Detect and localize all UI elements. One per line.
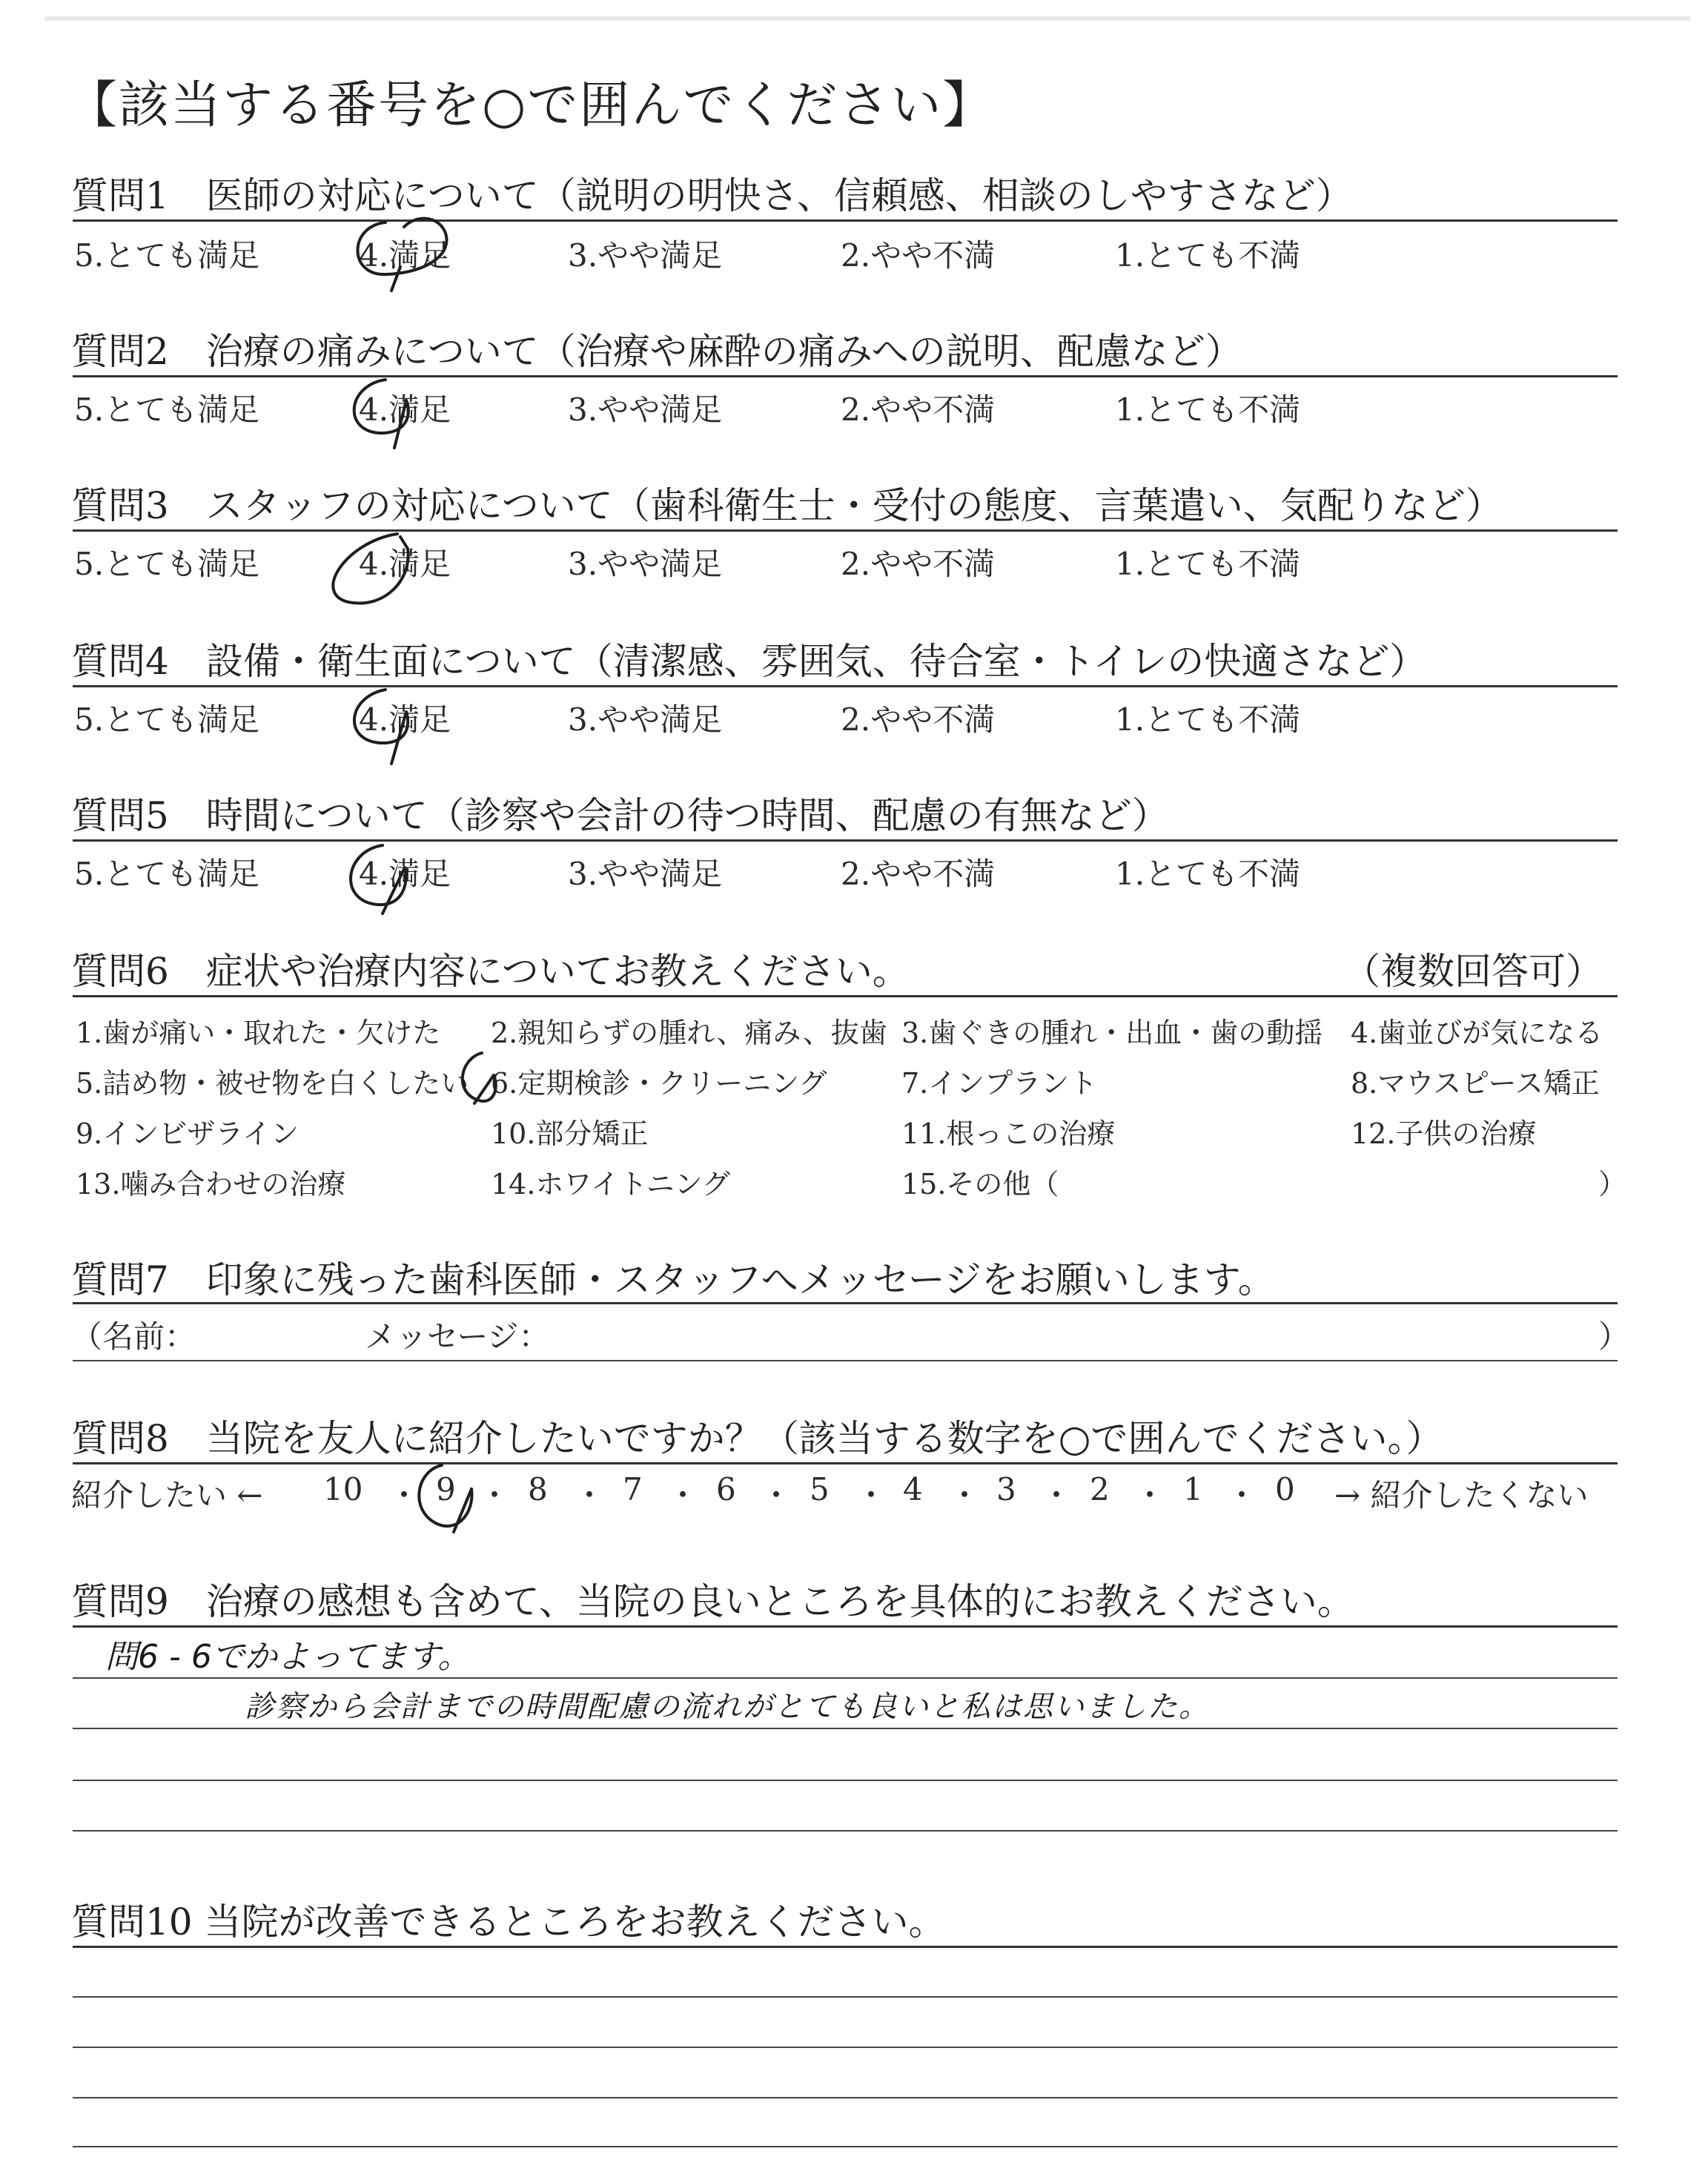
q8-title: 質問8 当院を友人に紹介したいですか？（該当する数字を○で囲んでください。） xyxy=(71,1417,1443,1460)
q8-scale-3[interactable]: 3 xyxy=(996,1471,1016,1507)
q1-option-4[interactable]: 4.満足 xyxy=(359,237,451,274)
q5-option-2[interactable]: 2.やや不満 xyxy=(841,856,996,892)
q9-answer-line-2: 診察から会計までの時間配慮の流れがとても良いと私は思いました。 xyxy=(245,1690,1210,1724)
q5-option-1[interactable]: 1.とても不満 xyxy=(1115,856,1301,892)
q8-sep: ・ xyxy=(479,1477,511,1513)
q7-name-label: （名前： xyxy=(71,1318,196,1355)
q6-other-close: ） xyxy=(1598,1168,1627,1200)
q2-option-2[interactable]: 2.やや不満 xyxy=(841,392,996,428)
q6-selection-circle xyxy=(463,1053,496,1103)
q8-scale-7[interactable]: 7 xyxy=(623,1471,643,1507)
q4-title: 質問4 設備・衛生面について（清潔感、雰囲気、待合室・トイレの快適さなど） xyxy=(71,640,1427,683)
q7-close: ） xyxy=(1598,1318,1630,1355)
q8-scale-8[interactable]: 8 xyxy=(528,1471,548,1507)
q6-option-15[interactable]: 15.その他（ xyxy=(901,1168,1059,1200)
q8-scale-6[interactable]: 6 xyxy=(716,1471,736,1507)
q8-scale-9[interactable]: 9 xyxy=(436,1471,456,1507)
q1-title: 質問1 医師の対応について（説明の明快さ、信頼感、相談のしやすさなど） xyxy=(71,174,1353,217)
q6-option-13[interactable]: 13.噛み合わせの治療 xyxy=(76,1168,346,1200)
q5-option-5[interactable]: 5.とても満足 xyxy=(74,856,260,892)
q6-option-4[interactable]: 4.歯並びが気になる xyxy=(1351,1017,1603,1049)
q7-title: 質問7 印象に残った歯科医師・スタッフへメッセージをお願いします。 xyxy=(71,1258,1275,1301)
q4-option-4[interactable]: 4.満足 xyxy=(359,701,451,738)
q4-option-1[interactable]: 1.とても不満 xyxy=(1115,701,1301,738)
q6-option-8[interactable]: 8.マウスピース矯正 xyxy=(1351,1067,1600,1100)
q8-selection-circle xyxy=(419,1465,471,1532)
q1-option-3[interactable]: 3.やや満足 xyxy=(568,237,723,274)
q8-sep: ・ xyxy=(667,1477,699,1513)
q3-option-4[interactable]: 4.満足 xyxy=(359,546,451,582)
q3-option-1[interactable]: 1.とても不満 xyxy=(1115,546,1301,582)
q8-sep: ・ xyxy=(388,1477,420,1513)
q6-option-5[interactable]: 5.詰め物・被せ物を白くしたい xyxy=(76,1067,469,1100)
q6-option-14[interactable]: 14.ホワイトニング xyxy=(491,1168,731,1200)
q6-option-7[interactable]: 7.インプラント xyxy=(901,1067,1098,1100)
q6-option-11[interactable]: 11.根っこの治療 xyxy=(901,1117,1116,1150)
q6-option-9[interactable]: 9.インビザライン xyxy=(76,1117,299,1150)
q6-multiple-note: （複数回答可） xyxy=(1343,950,1603,993)
q2-option-3[interactable]: 3.やや満足 xyxy=(568,392,723,428)
q8-scale-4[interactable]: 4 xyxy=(903,1471,923,1507)
page-header: 【該当する番号を○で囲んでください】 xyxy=(67,76,995,135)
q1-option-5[interactable]: 5.とても満足 xyxy=(74,237,260,274)
q8-scale-1[interactable]: 1 xyxy=(1183,1471,1203,1507)
q1-selection-circle xyxy=(358,219,447,291)
q8-sep: ・ xyxy=(1041,1477,1073,1513)
q8-scale-0[interactable]: 0 xyxy=(1275,1471,1295,1507)
q6-option-2[interactable]: 2.親知らずの腫れ、痛み、抜歯 xyxy=(491,1017,887,1049)
q8-right-label: → 紹介したくない xyxy=(1334,1477,1589,1513)
q8-scale-10[interactable]: 10 xyxy=(323,1471,363,1507)
q6-option-1[interactable]: 1.歯が痛い・取れた・欠けた xyxy=(76,1017,441,1049)
q5-selection-circle xyxy=(351,845,406,914)
q8-sep: ・ xyxy=(1134,1477,1166,1513)
q6-option-12[interactable]: 12.子供の治療 xyxy=(1351,1117,1537,1150)
q1-option-2[interactable]: 2.やや不満 xyxy=(841,237,996,274)
q9-title: 質問9 治療の感想も含めて、当院の良いところを具体的にお教えください。 xyxy=(71,1580,1354,1623)
q4-option-3[interactable]: 3.やや満足 xyxy=(568,701,723,738)
q8-sep: ・ xyxy=(855,1477,887,1513)
q2-option-4[interactable]: 4.満足 xyxy=(359,392,451,428)
q2-option-5[interactable]: 5.とても満足 xyxy=(74,392,260,428)
q6-option-10[interactable]: 10.部分矯正 xyxy=(491,1117,649,1150)
q9-answer-line-1: 問6 - 6でかよってます。 xyxy=(105,1638,471,1676)
q1-option-1[interactable]: 1.とても不満 xyxy=(1115,237,1301,274)
q3-option-2[interactable]: 2.やや不満 xyxy=(841,546,996,582)
q10-title: 質問10 当院が改善できるところをお教えください。 xyxy=(71,1900,946,1943)
q6-title: 質問6 症状や治療内容についてお教えください。 xyxy=(71,950,910,993)
q5-option-4[interactable]: 4.満足 xyxy=(359,856,451,892)
q5-option-3[interactable]: 3.やや満足 xyxy=(568,856,723,892)
q8-sep: ・ xyxy=(574,1477,606,1513)
q3-selection-circle xyxy=(333,534,408,603)
q8-scale-2[interactable]: 2 xyxy=(1090,1471,1110,1507)
q3-option-3[interactable]: 3.やや満足 xyxy=(568,546,723,582)
q3-title: 質問3 スタッフの対応について（歯科衛生士・受付の態度、言葉遣い、気配りなど） xyxy=(71,484,1503,527)
q8-sep: ・ xyxy=(949,1477,981,1513)
q6-option-3[interactable]: 3.歯ぐきの腫れ・出血・歯の動揺 xyxy=(901,1017,1323,1049)
q7-message-label: メッセージ： xyxy=(365,1318,550,1355)
q6-option-6[interactable]: 6.定期検診・クリーニング xyxy=(491,1067,827,1100)
q8-scale-5[interactable]: 5 xyxy=(810,1471,830,1507)
q4-option-5[interactable]: 5.とても満足 xyxy=(74,701,260,738)
q3-option-5[interactable]: 5.とても満足 xyxy=(74,546,260,582)
q2-selection-circle xyxy=(354,380,408,448)
q2-title: 質問2 治療の痛みについて（治療や麻酔の痛みへの説明、配慮など） xyxy=(71,330,1242,373)
q2-option-1[interactable]: 1.とても不満 xyxy=(1115,392,1301,428)
q8-sep: ・ xyxy=(761,1477,792,1513)
q8-left-label: 紹介したい ← xyxy=(71,1477,263,1513)
q5-title: 質問5 時間について（診察や会計の待つ時間、配慮の有無など） xyxy=(71,794,1169,837)
q4-selection-circle xyxy=(354,690,408,764)
q4-option-2[interactable]: 2.やや不満 xyxy=(841,701,996,738)
q8-sep: ・ xyxy=(1226,1477,1258,1513)
